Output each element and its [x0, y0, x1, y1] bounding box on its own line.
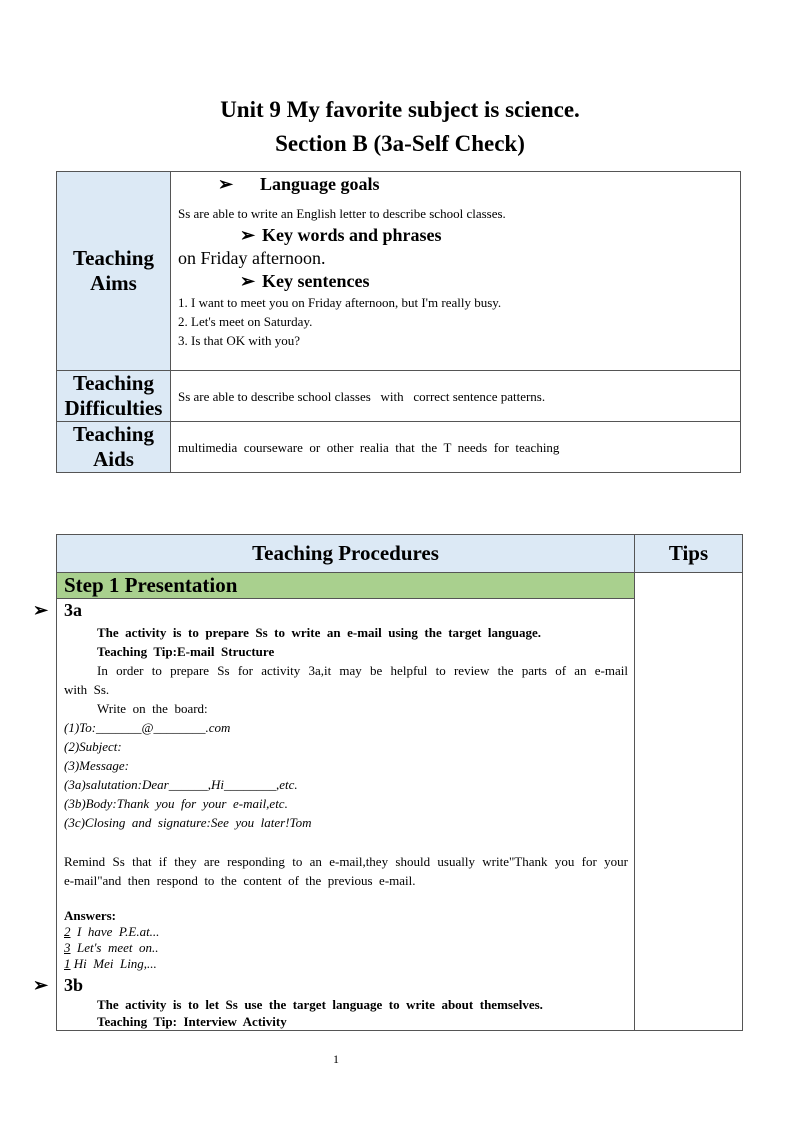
document-subtitle: Section B (3a-Self Check): [275, 131, 525, 156]
teaching-info-table: [56, 171, 741, 473]
board-item: (1)To:_______@________.com: [64, 720, 231, 735]
board-item: (3b)Body:Thank you for your e-mail,etc.: [64, 796, 288, 811]
board-item: (3c)Closing and signature:See you later!Tom: [64, 815, 312, 830]
arrowhead-bullet-icon: ➢: [240, 271, 256, 291]
aids-text: multimedia courseware or other realia that the T needs for teaching: [171, 422, 741, 473]
difficulties-label: Teaching Difficulties: [57, 371, 171, 422]
section-3a-heading: ➢ 3a: [33, 600, 82, 620]
section-3a-order-text: In order to prepare Ss for activity 3a,it may be helpful to review the parts of an e-mail with Ss.: [64, 663, 635, 697]
section-3a-purpose: The activity is to prepare Ss to write an e-mail using the target language.: [97, 625, 542, 640]
document-title: Unit 9 My favorite subject is science.: [220, 97, 580, 122]
tips-cell: [635, 573, 743, 1031]
arrowhead-bullet-icon: ➢: [240, 225, 256, 245]
key-sentence: 2. Let's meet on Saturday.: [178, 314, 313, 329]
procedures-header-row: [57, 535, 743, 573]
section-3b-tip: Teaching Tip: Interview Activity: [97, 1014, 287, 1029]
page-number: 1: [333, 1052, 339, 1066]
section-3b-purpose: The activity is to let Ss use the target language to write about themselves.: [97, 997, 543, 1012]
aims-label: Teaching Aims: [57, 172, 171, 371]
step-row: [57, 573, 743, 599]
aids-label: Teaching Aids: [57, 422, 171, 473]
answers-label: Answers:: [64, 908, 116, 923]
procedures-header: Teaching Procedures: [57, 535, 635, 573]
key-words-text: on Friday afternoon.: [178, 248, 326, 268]
tips-header: Tips: [635, 535, 743, 573]
procedures-table: [33, 534, 743, 1031]
arrowhead-bullet-icon: ➢: [218, 174, 234, 194]
key-sentences-heading: ➢ Key sentences: [240, 271, 370, 291]
board-item: (3a)salutation:Dear______,Hi________,etc.: [64, 777, 298, 792]
language-goals-text: Ss are able to write an English letter to describe school classes.: [178, 206, 506, 221]
step-body: [33, 599, 635, 1031]
arrowhead-bullet-icon: ➢: [33, 975, 49, 995]
aids-row: [57, 422, 741, 473]
remind-text: Remind Ss that if they are responding to an e-mail,they should usually write"Thank you for your e-mail"and then respond to the content of the previous e-mail.: [64, 854, 635, 888]
key-sentence: 3. Is that OK with you?: [178, 333, 301, 348]
section-3a-tip: Teaching Tip:E-mail Structure: [97, 644, 275, 659]
difficulties-text: Ss are able to describe school classes with correct sentence patterns.: [171, 371, 741, 422]
board-item: (3)Message:: [64, 758, 129, 773]
board-intro: Write on the board:: [97, 701, 208, 716]
difficulties-row: [57, 371, 741, 422]
answer-item: 3 Let's meet on..: [64, 940, 159, 955]
section-3b-heading: ➢ 3b: [33, 975, 84, 995]
board-item: (2)Subject:: [64, 739, 122, 754]
aims-row: [57, 172, 741, 371]
key-sentence: 1. I want to meet you on Friday afternoon, but I'm really busy.: [178, 295, 502, 310]
answer-item: 2 I have P.E.at...: [64, 924, 160, 939]
aims-content: [171, 172, 741, 371]
step-title: Step 1 Presentation: [57, 573, 635, 599]
key-words-heading: ➢ Key words and phrases: [240, 225, 442, 245]
language-goals-heading: ➢ Language goals: [218, 174, 380, 194]
answer-item: 1 Hi Mei Ling,...: [64, 956, 157, 971]
arrowhead-bullet-icon: ➢: [33, 600, 49, 620]
